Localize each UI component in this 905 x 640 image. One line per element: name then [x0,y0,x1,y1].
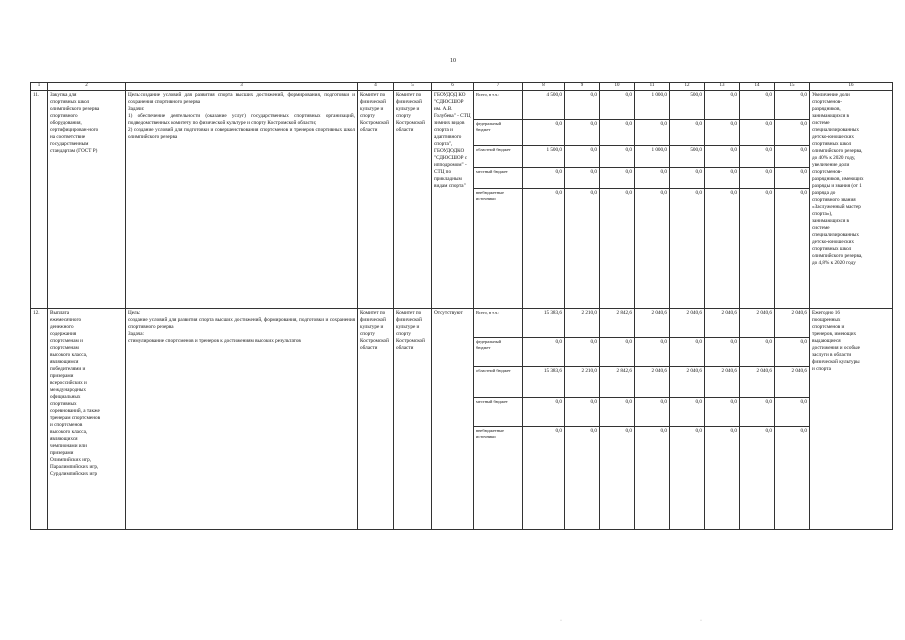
funding-amount: 0,0 [740,426,775,529]
column-number: 13 [705,83,740,91]
funding-amount: 2 040,6 [775,366,810,397]
funding-amount: 15 383,6 [523,366,565,397]
program-table [30,82,893,530]
funding-amount: 0,0 [705,167,740,188]
funding-amount: 0,0 [635,426,670,529]
funding-amount: 1 000,0 [635,145,670,167]
funding-amount: 0,0 [565,90,600,119]
column-number: 6 [432,83,474,91]
participant: ГБОУДОД КО "СДЮСШОР им. А.В. Голубева" - СТЦ зимних видов спорта и адаптивного спорта", ГБОУДОДКО "СДЮСШОР с ипподромом" - СТЦ по прикладным видам спорта" [432,90,474,308]
funding-amount: 0,0 [600,145,635,167]
funding-amount: 0,0 [523,337,565,366]
funding-amount: 2 040,6 [635,308,670,337]
funding-source: Всего, в т.ч.: [474,308,523,337]
funding-amount: 500,0 [670,145,705,167]
customer: Комитет по физической культуре и спорту Костромской области [358,90,394,308]
funding-amount: 0,0 [705,337,740,366]
funding-amount: 0,0 [565,337,600,366]
funding-amount: 0,0 [775,119,810,145]
funding-amount: 0,0 [600,337,635,366]
expected-result: Увеличение доли спортсменов- разрядников, занимающихся в системе специализированных детско-юношеских спортивных школ олимпийского резерва, до 40% к 2020 году, увеличение доли спортсменов- разрядников, имеющих разряды и звания (от 1 разряда до спортивного звания «Заслуженный мастер спорта»), занимающихся в системе специализированных детско-юношеских спортивных школ олимпийского резерва, до 4,8% к 2020 году [810,90,893,308]
funding-amount: 0,0 [705,426,740,529]
funding-amount: 0,0 [670,426,705,529]
event-name: Закупка для спортивных школ олимпийского резерва спортивного оборудования, сертифицирован-ного на соответствие государственным стандартам (ГОСТ Р) [48,90,126,308]
funding-amount: 0,0 [600,188,635,308]
funding-amount: 0,0 [565,119,600,145]
funding-amount: 0,0 [775,90,810,119]
funding-amount: 0,0 [670,337,705,366]
column-number: 4 [358,83,394,91]
row-number: 12. [31,308,48,529]
column-number: 15 [775,83,810,91]
funding-amount: 0,0 [600,426,635,529]
funding-amount: 2 040,6 [670,366,705,397]
funding-amount: 0,0 [775,167,810,188]
funding-amount: 0,0 [775,426,810,529]
funding-amount: 2 040,6 [740,308,775,337]
funding-amount: 500,0 [670,90,705,119]
funding-amount: 0,0 [600,90,635,119]
funding-amount: 0,0 [523,119,565,145]
funding-amount: 0,0 [635,119,670,145]
funding-amount: 0,0 [523,397,565,426]
funding-amount: 0,0 [565,145,600,167]
funding-amount: 0,0 [775,397,810,426]
funding-amount: 0,0 [775,188,810,308]
funding-amount: 0,0 [565,426,600,529]
funding-amount: 0,0 [523,167,565,188]
participant: Отсутствуют [432,308,474,529]
funding-amount: 0,0 [670,167,705,188]
funding-source: областной бюджет [474,366,523,397]
column-number: 1 [31,83,48,91]
column-number: 2 [48,83,126,91]
scan-mark: · [560,618,562,624]
column-number: 12 [670,83,705,91]
table-row [31,90,893,119]
funding-amount: 0,0 [635,188,670,308]
funding-amount: 0,0 [670,188,705,308]
funding-amount: 0,0 [565,188,600,308]
funding-amount: 0,0 [705,90,740,119]
funding-amount: 0,0 [740,167,775,188]
column-number: 5 [394,83,432,91]
funding-amount: 0,0 [565,397,600,426]
funding-amount: 0,0 [600,119,635,145]
funding-source: внебюджетные источники [474,426,523,529]
customer: Комитет по физической культуре и спорту Костромской области [358,308,394,529]
column-number-row [31,83,893,91]
funding-amount: 4 500,0 [523,90,565,119]
funding-amount: 0,0 [705,119,740,145]
funding-amount: 0,0 [600,167,635,188]
funding-amount: 2 842,6 [600,308,635,337]
funding-amount: 15 383,6 [523,308,565,337]
funding-amount: 1 500,0 [523,145,565,167]
expected-result: Ежегодно 16 поощренных спортсменов и тренеров, имеющих выдающиеся достижения и особые заслуги в области физической культуры и спорта [810,308,893,529]
funding-amount: 0,0 [600,397,635,426]
table-row [31,308,893,337]
funding-amount: 0,0 [775,337,810,366]
scan-mark: · [700,618,702,624]
goal-tasks: Цель:создание условий для развития спорта высших достижений, формирования, подготовки и сохранения спортивного резерва Задачи: 1) обеспечение деятельности (оказание услуг) государственных спортивных организаций, подведомственных комитету по физической культуре и спорту Костромской области; 2) создание условий для подготовки и совершенствования спортсменов и тренеров спортивных школ олимпийского резерва [126,90,358,308]
funding-amount: 2 040,6 [705,366,740,397]
funding-amount: 0,0 [740,119,775,145]
funding-amount: 2 210,0 [565,308,600,337]
event-name: Выплата ежемесячного денежного содержания спортсменам и спортсменам высокого класса, являющимся победителями и призерами всероссийских и международных официальных спортивных соревнований, а также тренерам спортсменов и спортсменов высокого класса, являющихся чемпионами или призерами Олимпийских игр, Паралимпийских игр, Сурдлимпийских игр [48,308,126,529]
funding-amount: 0,0 [705,188,740,308]
column-number: 10 [600,83,635,91]
funding-amount: 0,0 [775,145,810,167]
funding-amount: 2 040,6 [740,366,775,397]
page-number: 10 [450,58,456,64]
column-number: 8 [523,83,565,91]
funding-source: федеральный бюджет [474,337,523,366]
funding-amount: 2 040,6 [635,366,670,397]
funding-amount: 2 040,6 [775,308,810,337]
column-number: 11 [635,83,670,91]
column-number: 7 [474,83,523,91]
executor: Комитет по физической культуре и спорту Костромской области [394,90,432,308]
funding-amount: 0,0 [740,145,775,167]
funding-amount: 0,0 [740,188,775,308]
funding-amount: 2 040,6 [705,308,740,337]
goal-tasks: Цель: создание условий для развития спорта высших достижений, формирования, подготовки и сохранения спортивного резерва Задача: стимулирование спортсменов и тренеров к достижениям высоких результатов [126,308,358,529]
funding-amount: 0,0 [705,397,740,426]
executor: Комитет по физической культуре и спорту Костромской области [394,308,432,529]
funding-amount: 0,0 [740,337,775,366]
funding-amount: 0,0 [565,167,600,188]
funding-amount: 0,0 [740,397,775,426]
funding-amount: 2 210,0 [565,366,600,397]
funding-amount: 0,0 [523,426,565,529]
funding-amount: 2 040,6 [670,308,705,337]
funding-source: Всего, в т.ч.: [474,90,523,119]
funding-amount: 2 842,6 [600,366,635,397]
column-number: 16 [810,83,893,91]
funding-amount: 0,0 [705,145,740,167]
funding-amount: 0,0 [635,337,670,366]
funding-amount: 1 000,0 [635,90,670,119]
column-number: 14 [740,83,775,91]
funding-amount: 0,0 [635,167,670,188]
funding-source: местный бюджет [474,397,523,426]
column-number: 3 [126,83,358,91]
funding-source: внебюджетные источники [474,188,523,308]
funding-source: областной бюджет [474,145,523,167]
funding-amount: 0,0 [635,397,670,426]
funding-amount: 0,0 [670,397,705,426]
funding-source: местный бюджет [474,167,523,188]
column-number: 9 [565,83,600,91]
funding-source: федеральный бюджет [474,119,523,145]
funding-amount: 0,0 [670,119,705,145]
funding-amount: 0,0 [740,90,775,119]
funding-amount: 0,0 [523,188,565,308]
row-number: 11. [31,90,48,308]
